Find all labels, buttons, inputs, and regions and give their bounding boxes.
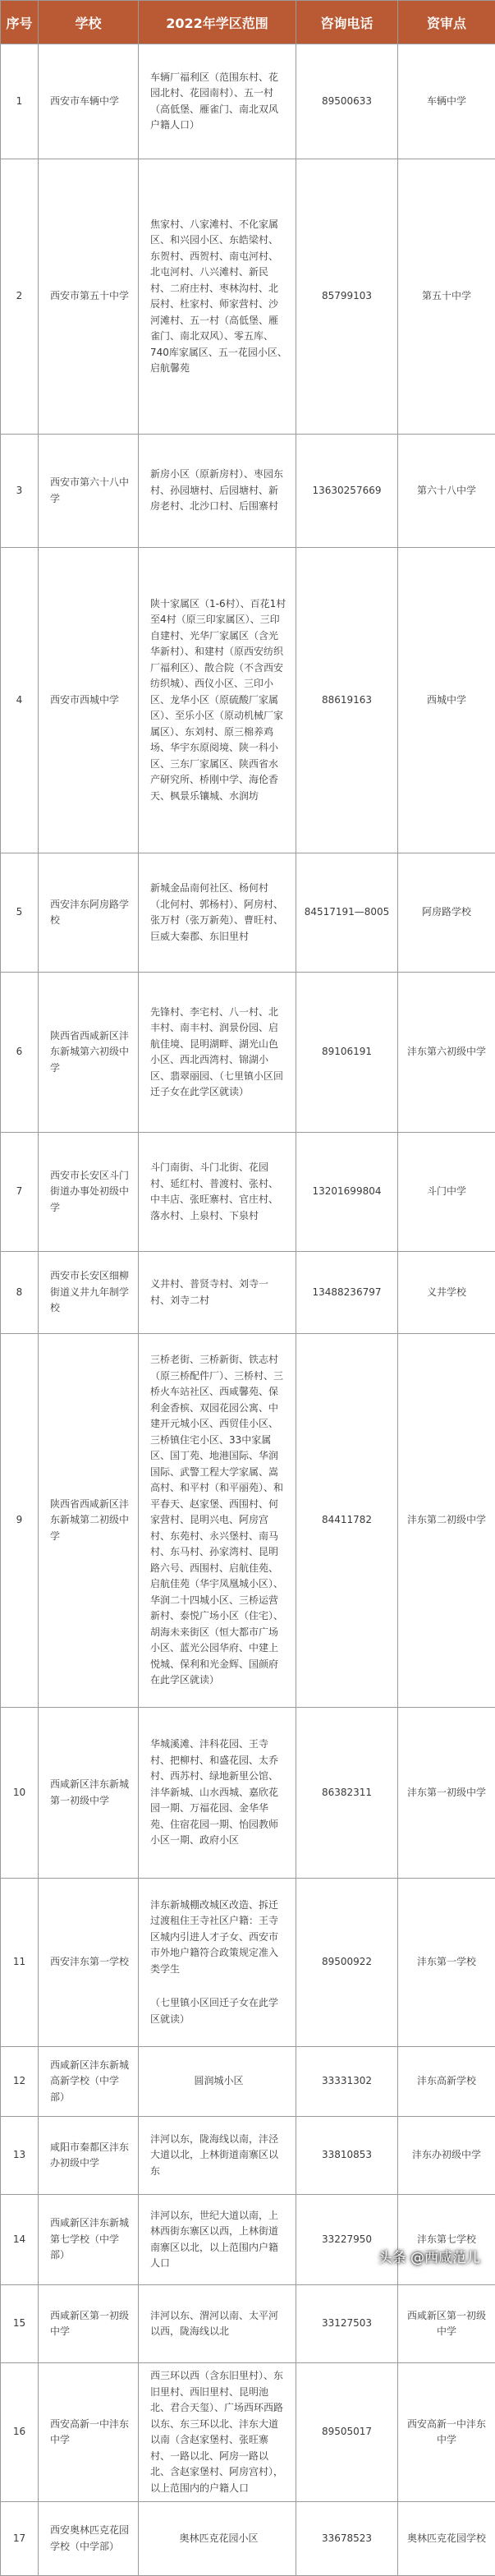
row-school: 西安市长安区斗门街道办事处初级中学 <box>39 1133 139 1252</box>
row-review: 西咸新区第一初级中学 <box>398 2285 495 2363</box>
range-text: 西三环以西（含东旧里村）、东旧里村、西旧里村、昆明池北、君合天玺）、广场西环西路以东、东三环以北、沣东大道以南（含赵家堡村、张旺寨村、一路以北、阿房一路以北、含赵家堡村、阿房宫村），以上范围内的户籍人口 <box>150 2368 287 2496</box>
range-text: 新房小区（原新房村）、枣园东村、孙园塘村、后园塘村、新房老村、北沙口村、后围寨村 <box>150 467 287 515</box>
header-phone: 咨询电话 <box>296 1 398 44</box>
row-range <box>139 1252 296 1334</box>
row-review: 车辆中学 <box>398 44 495 159</box>
row-school: 西咸新区沣东新城第一初级中学 <box>39 1708 139 1879</box>
row-school: 西安市车辆中学 <box>39 44 139 159</box>
row-review: 西城中学 <box>398 548 495 853</box>
row-index: 3 <box>1 435 39 548</box>
table-row <box>1 1708 495 1879</box>
range-text: 三桥老街、三桥新街、铁志村（原三桥配件厂）、三桥村、三桥火车站社区、西咸馨苑、保利金香槟、双园花园公寓、中建开元城小区、西贸佳小区、三桥镇住宅小区、33中家属区、国丁苑、地港国际、华润国际、武警工程大学家属、嵩高村、和平村（和平丽苑）、和平春天、赵家堡、西围村、何家营村、昆明兴电、阿房宫村、东苑村、永兴堡村、南马村、东马村、孙家湾村、昆明路六号、西围村、启航佳苑、启航佳苑（华宇凤凰城小区）、华润二十四城小区、三桥运营新村、泰悦广场小区（住宅）、胡海未来街区（恒大都市广场小区、蓝光公园华府、中建上悦城、保利和光金辉、国颜府在此学区就读） <box>150 1352 287 1689</box>
row-phone: 89505017 <box>296 2363 398 2502</box>
row-phone: 84517191—8005 <box>296 853 398 973</box>
row-index: 6 <box>1 973 39 1133</box>
row-review: 第六十八中学 <box>398 435 495 548</box>
range-text: 车辆厂福利区（范围东村、花园北村、花园南村）、五一村（高低堡、雁雀门、南北双风户籍人口） <box>150 70 287 134</box>
table-row <box>1 159 495 435</box>
row-review: 沣东第二初级中学 <box>398 1334 495 1708</box>
row-school: 咸阳市秦都区沣东办初级中学 <box>39 2117 139 2195</box>
row-range <box>139 853 296 973</box>
row-review: 斗门中学 <box>398 1133 495 1252</box>
row-review: 奥林匹克花园学校 <box>398 2502 495 2576</box>
row-school: 西安市第五十中学 <box>39 159 139 435</box>
row-phone: 89500633 <box>296 44 398 159</box>
row-phone: 89106191 <box>296 973 398 1133</box>
row-school: 西安奥林匹克花园学校（中学部） <box>39 2502 139 2576</box>
table-row <box>1 44 495 159</box>
table-row <box>1 1334 495 1708</box>
row-phone: 88619163 <box>296 548 398 853</box>
table-row <box>1 435 495 548</box>
row-index: 5 <box>1 853 39 973</box>
header-review: 资审点 <box>398 1 495 44</box>
table-row <box>1 1879 495 2047</box>
table-row <box>1 2195 495 2285</box>
row-review: 阿房路学校 <box>398 853 495 973</box>
row-review: 西安高新一中沣东中学 <box>398 2363 495 2502</box>
range-text: 义井村、普贤寺村、刘寺一村、刘寺二村 <box>150 1276 287 1309</box>
row-phone: 33127503 <box>296 2285 398 2363</box>
row-phone: 33810853 <box>296 2117 398 2195</box>
row-index: 9 <box>1 1334 39 1708</box>
row-range <box>139 159 296 435</box>
table-row <box>1 548 495 853</box>
row-phone: 84411782 <box>296 1334 398 1708</box>
range-text: 先锋村、李宅村、八一村、北丰村、南丰村、润景份园、启航佳境、昆明湖畔、湖光山色小区、西北西湾村、锦湖小区、翡翠丽园、（七里镇小区回迁子女在此学区就读） <box>150 1005 287 1101</box>
row-index: 17 <box>1 2502 39 2576</box>
row-index: 2 <box>1 159 39 435</box>
row-school: 西安沣东阿房路学校 <box>39 853 139 973</box>
table-row <box>1 1252 495 1334</box>
row-range <box>139 2502 296 2576</box>
row-school: 西安市长安区细柳街道义井九年制学校 <box>39 1252 139 1334</box>
range-gap <box>150 1977 287 1995</box>
row-range <box>139 435 296 548</box>
row-school: 西咸新区第一初级中学 <box>39 2285 139 2363</box>
row-range <box>139 2195 296 2285</box>
row-school: 西安高新一中沣东中学 <box>39 2363 139 2502</box>
row-school: 西安市西城中学 <box>39 548 139 853</box>
table-header-row <box>1 1 495 44</box>
header-school: 学校 <box>39 1 139 44</box>
row-school: 西咸新区沣东新城高新学校（中学部） <box>39 2047 139 2117</box>
row-phone: 13201699804 <box>296 1133 398 1252</box>
row-phone: 33331302 <box>296 2047 398 2117</box>
row-index: 1 <box>1 44 39 159</box>
row-range <box>139 1708 296 1879</box>
header-range: 2022年学区范围 <box>139 1 296 44</box>
row-school: 西安市第六十八中学 <box>39 435 139 548</box>
row-range <box>139 1334 296 1708</box>
row-range <box>139 548 296 853</box>
row-review: 沣东第一学校 <box>398 1879 495 2047</box>
table-row <box>1 1133 495 1252</box>
range-text: 华城溪滩、沣科花园、王寺村、把柳村、和盛花园、太乔村、西苏村、绿地新里公馆、沣华新城、山水西城、嘉欣花园一期、万福花园、金华华苑、住宿花园一期、怡园教师小区一期、政府小区 <box>150 1736 287 1849</box>
row-review: 沣东第六初级中学 <box>398 973 495 1133</box>
row-school: 西咸新区沣东新城第七学校（中学部） <box>39 2195 139 2285</box>
table-row <box>1 2502 495 2576</box>
row-index: 15 <box>1 2285 39 2363</box>
row-range <box>139 44 296 159</box>
row-review: 沣东高新学校 <box>398 2047 495 2117</box>
row-review: 沣东第七学校 <box>398 2195 495 2285</box>
table-row <box>1 2363 495 2502</box>
range-text: 沣河以东，陇海线以南，沣泾大道以北，上林街道南寨区以东 <box>150 2132 287 2180</box>
row-range <box>139 2285 296 2363</box>
range-text: 沣河以东，世纪大道以南，上林西街东寨区以西，上林街道南寨区以北，以上范围内户籍人口 <box>150 2208 287 2272</box>
row-review: 沣东第一初级中学 <box>398 1708 495 1879</box>
row-phone: 85799103 <box>296 159 398 435</box>
range-text: 沣东新城棚改城区改造、拆迁过渡租住王寺社区户籍：王寺区城内引进人才子女、西安市市外地户籍符合政策规定准入类学生 <box>150 1898 287 1978</box>
row-range <box>139 973 296 1133</box>
row-index: 12 <box>1 2047 39 2117</box>
row-range <box>139 2117 296 2195</box>
row-phone: 89500922 <box>296 1879 398 2047</box>
row-index: 7 <box>1 1133 39 1252</box>
row-index: 14 <box>1 2195 39 2285</box>
row-review: 义井学校 <box>398 1252 495 1334</box>
header-index: 序号 <box>1 1 39 44</box>
range-text: 陕十家属区（1-6村）、百花1村至4村（原三印家属区）、三印自建村、光华厂家属区（含光华新村）、和建村（原西安纺织厂福利区）、散合院（不含西安纺织城）、西仪小区、三印小区、龙华小区（原硫酸厂家属区）、至乐小区（原动机械厂家属区）、东刘村、原三棉养鸡场、华宇东原阅境、陕一科小区、三东厂家属区、陕西省水产研究所、桥刚中学、海伦香天、枫景乐镶城、水润坊 <box>150 596 287 805</box>
table-row <box>1 2117 495 2195</box>
row-range <box>139 1879 296 2047</box>
watermark: 头条 @西咸范儿 <box>378 2246 480 2266</box>
row-phone: 13488236797 <box>296 1252 398 1334</box>
range-text: 沣河以东、渭河以南、太平河以西，陇海线以北 <box>150 2308 287 2340</box>
table-row <box>1 2285 495 2363</box>
range-text: 新城金品南何社区、杨何村（北何村、郭杨村）、阿房村、张万村（张万新苑）、曹旺村、巨威大秦郡、东旧里村 <box>150 881 287 945</box>
row-school: 西安沣东第一学校 <box>39 1879 139 2047</box>
row-phone: 33227950 <box>296 2195 398 2285</box>
row-school: 陕西省西咸新区沣东新城第二初级中学 <box>39 1334 139 1708</box>
range-text: 斗门南街、斗门北街、花园村、延红村、普渡村、张村、中丰店、张旺寨村、官庄村、落水村、上泉村、下泉村 <box>150 1160 287 1224</box>
row-range <box>139 2047 296 2117</box>
row-range <box>139 1133 296 1252</box>
row-index: 16 <box>1 2363 39 2502</box>
row-phone: 86382311 <box>296 1708 398 1879</box>
range-note: （七里镇小区回迁子女在此学区就读） <box>150 1995 287 2027</box>
table-row <box>1 853 495 973</box>
row-review: 沣东办初级中学 <box>398 2117 495 2195</box>
row-index: 10 <box>1 1708 39 1879</box>
row-index: 8 <box>1 1252 39 1334</box>
table-row <box>1 973 495 1133</box>
row-index: 13 <box>1 2117 39 2195</box>
range-text: 圆润城小区 <box>150 2073 287 2090</box>
row-review: 第五十中学 <box>398 159 495 435</box>
row-phone: 13630257669 <box>296 435 398 548</box>
range-text: 焦家村、八家滩村、不化家属区、和兴园小区、东皓梁村、东贺村、西贺村、南屯河村、北屯河村、八兴滩村、新民村、二府庄村、枣林沟村、北辰村、杜家村、师家营村、沙河滩村、五一村（高低堡、雁雀门、南北双风）、零五库、740库家属区、五一花园小区、启航馨苑 <box>150 217 287 377</box>
range-text: 奥林匹克花园小区 <box>150 2531 287 2547</box>
row-range <box>139 2363 296 2502</box>
row-phone: 33678523 <box>296 2502 398 2576</box>
table-row <box>1 2047 495 2117</box>
row-index: 11 <box>1 1879 39 2047</box>
row-index: 4 <box>1 548 39 853</box>
row-school: 陕西省西咸新区沣东新城第六初级中学 <box>39 973 139 1133</box>
